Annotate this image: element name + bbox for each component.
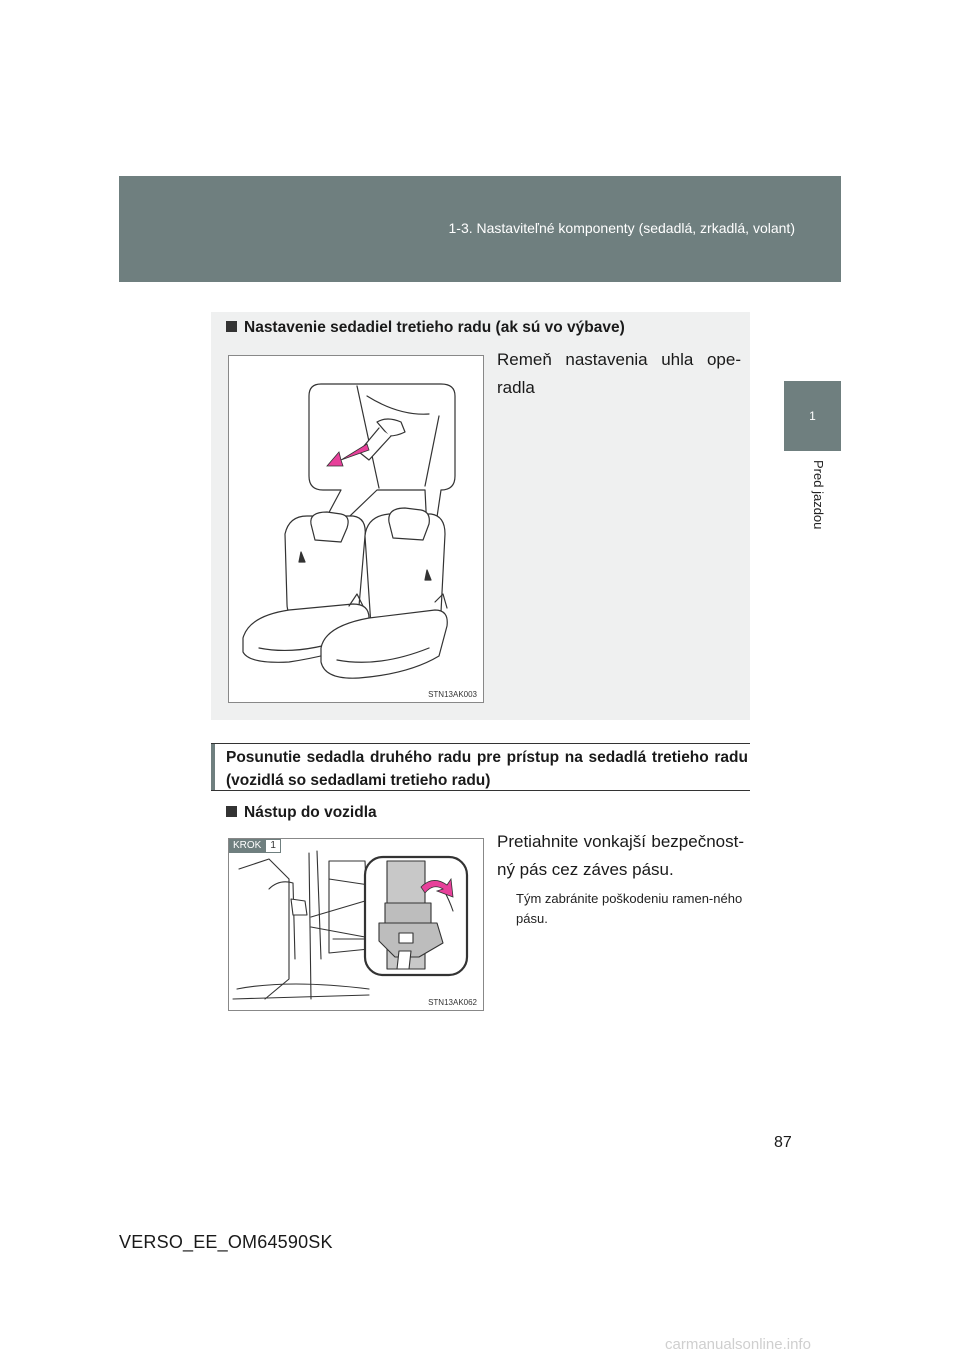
section-title-bar xyxy=(211,743,750,791)
seatbelt-caption: Pretiahnite vonkajší bezpečnost-ný pás cez záves pásu. xyxy=(497,832,744,879)
seat-illustration xyxy=(228,355,484,703)
square-bullet-icon xyxy=(226,806,237,817)
section-title: Posunutie sedadla druhého radu pre prístup na sedadlá tretieho radu (vozidlá so sedadlami tretieho radu) xyxy=(226,749,748,789)
side-tab-label-wrap xyxy=(812,460,826,550)
chapter-title: 1-3. Nastaviteľné komponenty (sedadlá, zrkadlá, volant) xyxy=(448,220,795,236)
third-row-heading-text: Nastavenie sedadiel tretieho radu (ak sú vo výbave) xyxy=(244,319,625,336)
page-number: 87 xyxy=(774,1134,792,1151)
entry-heading xyxy=(226,804,377,822)
document-code: VERSO_EE_OM64590SK xyxy=(119,1232,333,1252)
seatbelt-illustration xyxy=(228,838,484,1011)
chapter-header-band xyxy=(119,176,841,282)
third-row-heading xyxy=(226,319,625,337)
step-number: 1 xyxy=(265,839,281,853)
recline-strap-caption: Remeň nastavenia uhla ope-radla xyxy=(497,350,741,397)
side-tab-number: 1 xyxy=(809,409,816,423)
section-stripe xyxy=(211,744,215,790)
third-row-seats-drawing xyxy=(229,356,483,702)
step-label: KROK xyxy=(229,839,265,853)
figure-code: STN13AK003 xyxy=(428,690,477,699)
side-chapter-tab xyxy=(784,381,841,451)
entry-heading-text: Nástup do vozidla xyxy=(244,804,377,821)
watermark: carmanualsonline.info xyxy=(665,1336,811,1353)
seatbelt-hanger-drawing xyxy=(229,839,483,1010)
side-tab-label: Pred jazdou xyxy=(811,460,826,530)
step-badge xyxy=(229,839,281,853)
figure-code: STN13AK062 xyxy=(428,998,477,1007)
seatbelt-note: Tým zabránite poškodeniu ramen-ného pásu. xyxy=(516,891,743,926)
square-bullet-icon xyxy=(226,321,237,332)
